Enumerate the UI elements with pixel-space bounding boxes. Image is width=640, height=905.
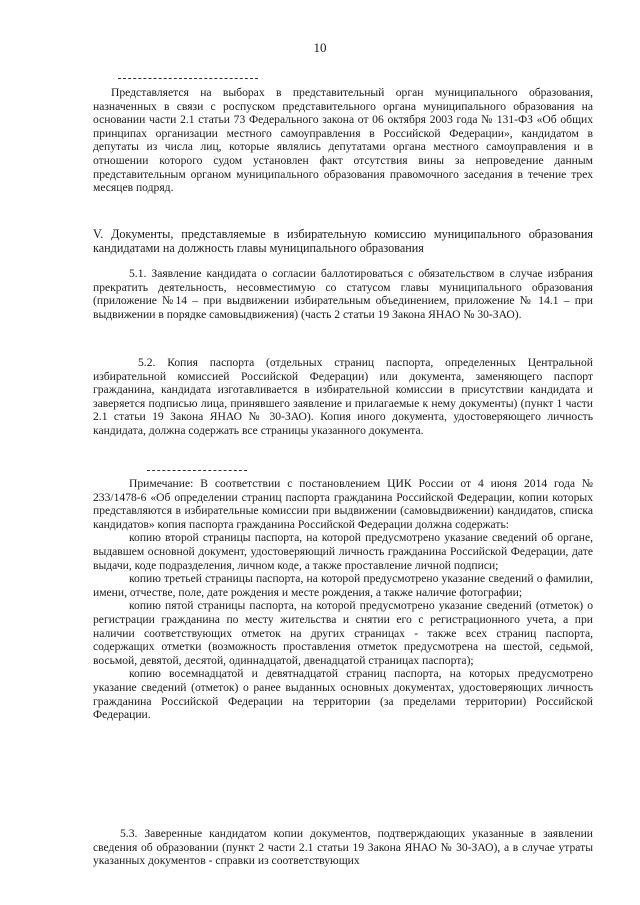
paragraph-5-1 <box>93 267 593 321</box>
note-item: копию пятой страницы паспорта, на которой предусмотрено указание сведений (отметок) о регистрации гражданина по месту жительства и снятии его с регистрационного учета, а при наличии соответствующих отметок на других страницах - также всех страниц паспорта, содержащих отметки (возможность проставления отметок предусмотрена на шестой, седьмой, восьмой, девятой, десятой, одиннадцатой, двенадцатой страницах паспорта); <box>93 599 593 667</box>
section-v <box>93 227 593 255</box>
paragraph-5-2-text: 5.2. Копия паспорта (отдельных страниц паспорта, определенных Центральной избирательной комиссией Российской Федерации) или документа, заменяющего паспорт гражданина, кандидата изготавливается в избирательной комиссии в присутствии кандидата и заверяется подписью лица, принявшего заявление и прилагаемые к нему документы) (пункт 1 части 2.1 статьи 19 Закона ЯНАО № 30-ЗАО). Копия иного документа, удостоверяющего личность кандидата, должна содержать все страницы указанного документа. <box>93 356 593 437</box>
section-heading: V. Документы, представляемые в избирательную комиссию муниципального образования кандидатами на должность главы муниципального образования <box>93 227 593 255</box>
note-separator <box>147 470 247 471</box>
footnote-separator <box>118 78 258 79</box>
page-number: 10 <box>313 40 327 55</box>
note-item: копию второй страницы паспорта, на которой предусмотрено указание сведений об органе, выдавшем основной документ, удостоверяющий личность гражданина Российской Федерации, дате выдачи, коде подразделения, личном коде, а также проставление личной подписи; <box>93 531 593 572</box>
footnote-text: Представляется на выборах в представительный орган муниципального образования, назначенных в связи с роспуском представительного органа муниципального образования на основании части 2.1 статьи 73 Федерального закона от 06 октября 2003 года № 131-ФЗ «Об общих принципах организации местного самоуправления в Российской Федерации», кандидатом в депутаты из числа лиц, которые являлись депутатами органа местного самоуправления и в отношении которого судом установлен факт отсутствия вины за непроведение данным представительным органом муниципального образования правомочного заседания в течение трех месяцев подряд. <box>93 86 593 195</box>
footnote <box>93 86 593 195</box>
paragraph-5-3 <box>93 827 593 868</box>
paragraph-5-3-text: 5.3. Заверенные кандидатом копии документов, подтверждающих указанные в заявлении сведения об образовании (пункт 2 части 2.1 статьи 19 Закона ЯНАО № 30-ЗАО), а в случае утраты указанных документов - справки из соответствующих <box>93 827 593 868</box>
note <box>93 477 593 722</box>
paragraph-5-2 <box>93 356 593 438</box>
note-item: копию восемнадцатой и девятнадцатой страниц паспорта, на которых предусмотрено указание сведений (отметок) о ранее выданных основных документах, удостоверяющих личность гражданина Российской Федерации на территории (за пределами территории) Российской Федерации. <box>93 667 593 722</box>
note-item: копию третьей страницы паспорта, на которой предусмотрено указание сведений о фамилии, имени, отчестве, поле, дате рождения и месте рождения, а также наличие фотографии; <box>93 572 593 599</box>
paragraph-5-1-text: 5.1. Заявление кандидата о согласии баллотироваться с обязательством в случае избрания прекратить деятельность, несовместимую со статусом главы муниципального образования (приложение №14 – при выдвижении избирательным объединением, приложение № 14.1 – при выдвижении в порядке самовыдвижения) (часть 2 статьи 19 Закона ЯНАО № 30-ЗАО). <box>93 267 593 321</box>
note-intro: Примечание: В соответствии с постановлением ЦИК России от 4 июня 2014 года № 233/1478-6 «Об определении страниц паспорта гражданина Российской Федерации, копии которых представляются в избирательные комиссии при выдвижении (самовыдвижении) кандидатов, списка кандидатов» копия паспорта гражданина Российской Федерации должна содержать: <box>93 477 593 531</box>
